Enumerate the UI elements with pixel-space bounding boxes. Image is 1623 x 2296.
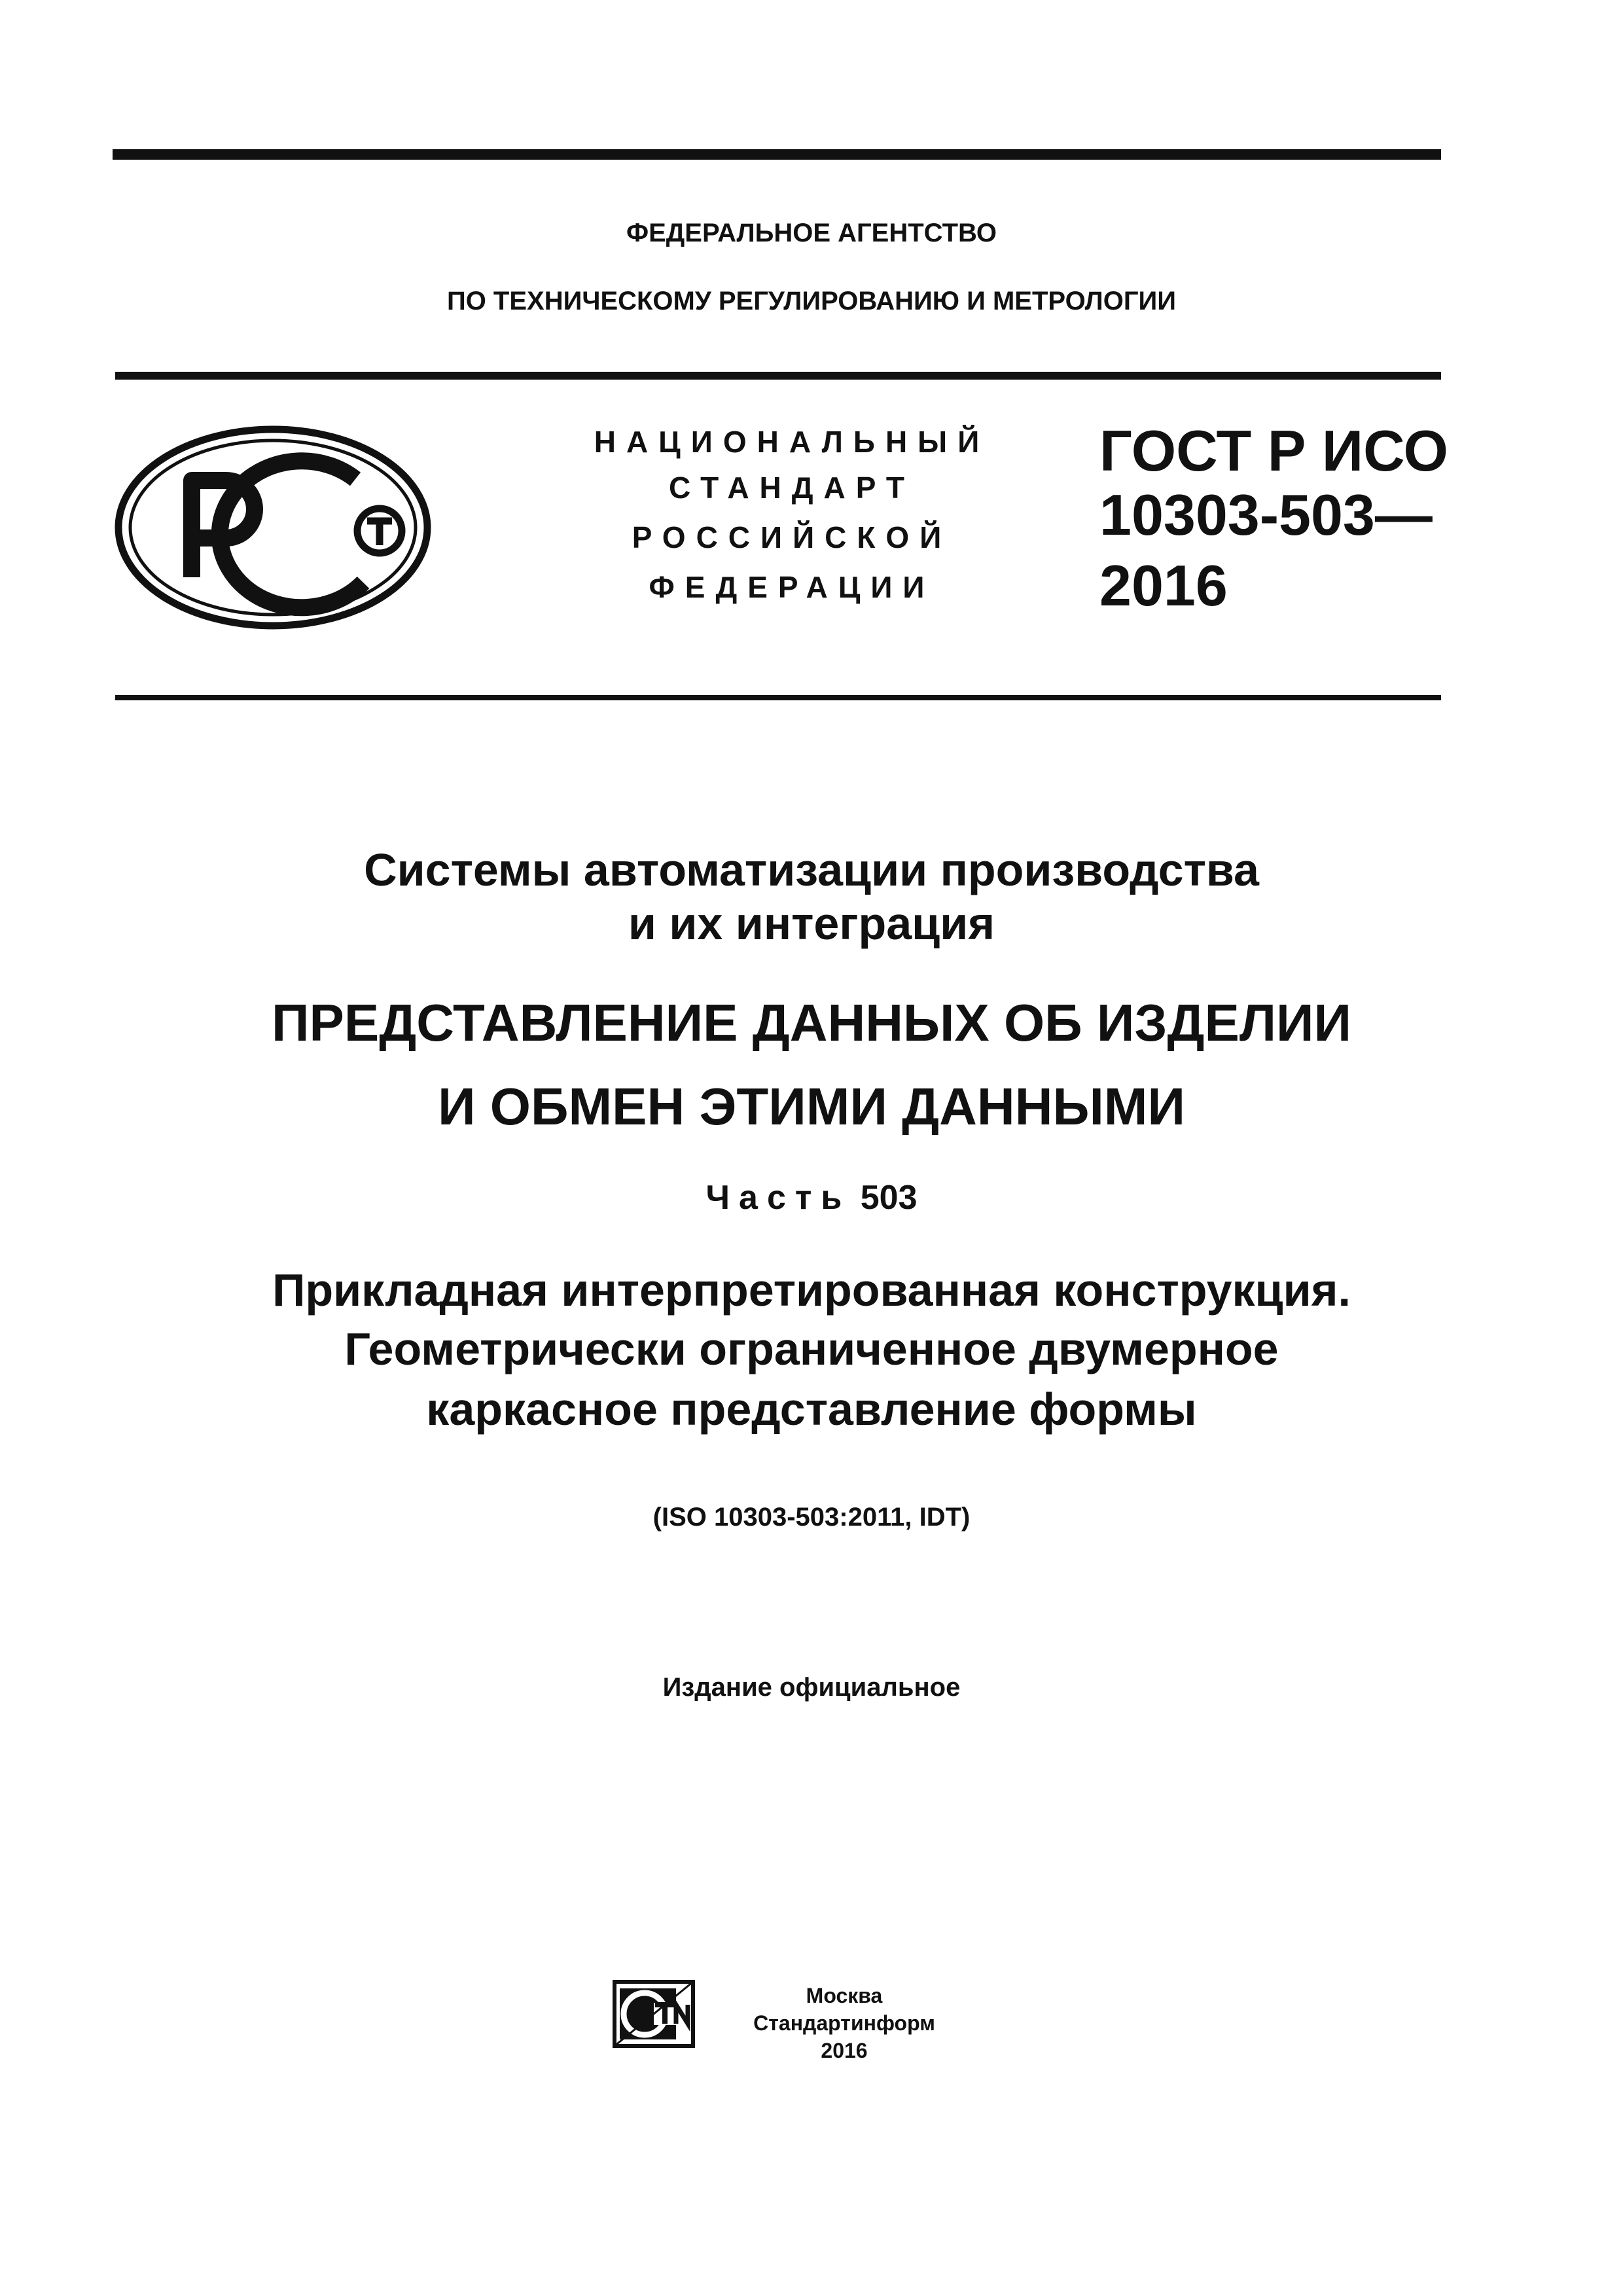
publisher-logo (612, 1977, 704, 2055)
description-line-2: Геометрически ограниченное двумерное (344, 1323, 1279, 1374)
part-value: 503 (860, 1179, 918, 1217)
title-rule (115, 695, 1441, 700)
main-title-line-2: И ОБМЕН ЭТИМИ ДАННЫМИ (438, 1077, 1185, 1136)
rst-logo (115, 425, 432, 630)
national-standard-line-1: НАЦИОНАЛЬНЫЙ (594, 425, 990, 459)
edition-note: Издание официальное (662, 1673, 961, 1702)
main-title-line-1: ПРЕДСТАВЛЕНИЕ ДАННЫХ ОБ ИЗДЕЛИИ (272, 994, 1351, 1052)
description-line-1: Прикладная интерпретированная конструкция. (272, 1265, 1351, 1316)
iso-reference: (ISO 10303-503:2011, IDT) (652, 1503, 971, 1532)
gost-designation-line-3: 2016 (1099, 553, 1228, 618)
part-number (0, 1178, 1623, 1217)
top-rule (113, 149, 1441, 160)
gost-designation-line-2: 10303-503— (1099, 482, 1433, 547)
national-standard-line-2: СТАНДАРТ (669, 471, 915, 505)
description-line-3: каркасное представление формы (426, 1384, 1197, 1435)
header-rule (115, 372, 1441, 380)
gost-designation-line-1: ГОСТ Р ИСО (1099, 418, 1448, 483)
publisher-year: 2016 (821, 2039, 868, 2062)
series-title-line-1: Системы автоматизации производства (364, 844, 1259, 895)
agency-line-2: ПО ТЕХНИЧЕСКОМУ РЕГУЛИРОВАНИЮ И МЕТРОЛОГИИ (446, 287, 1177, 315)
national-standard-line-4: ФЕДЕРАЦИИ (649, 570, 935, 604)
national-standard-line-3: РОССИЙСКОЙ (632, 520, 952, 554)
series-title-line-2: и их интеграция (628, 898, 995, 949)
part-label: Часть (705, 1179, 851, 1217)
agency-line-1: ФЕДЕРАЛЬНОЕ АГЕНТСТВО (626, 219, 997, 247)
publisher-name: Стандартинформ (753, 2011, 935, 2035)
publisher-city: Москва (806, 1984, 883, 2007)
